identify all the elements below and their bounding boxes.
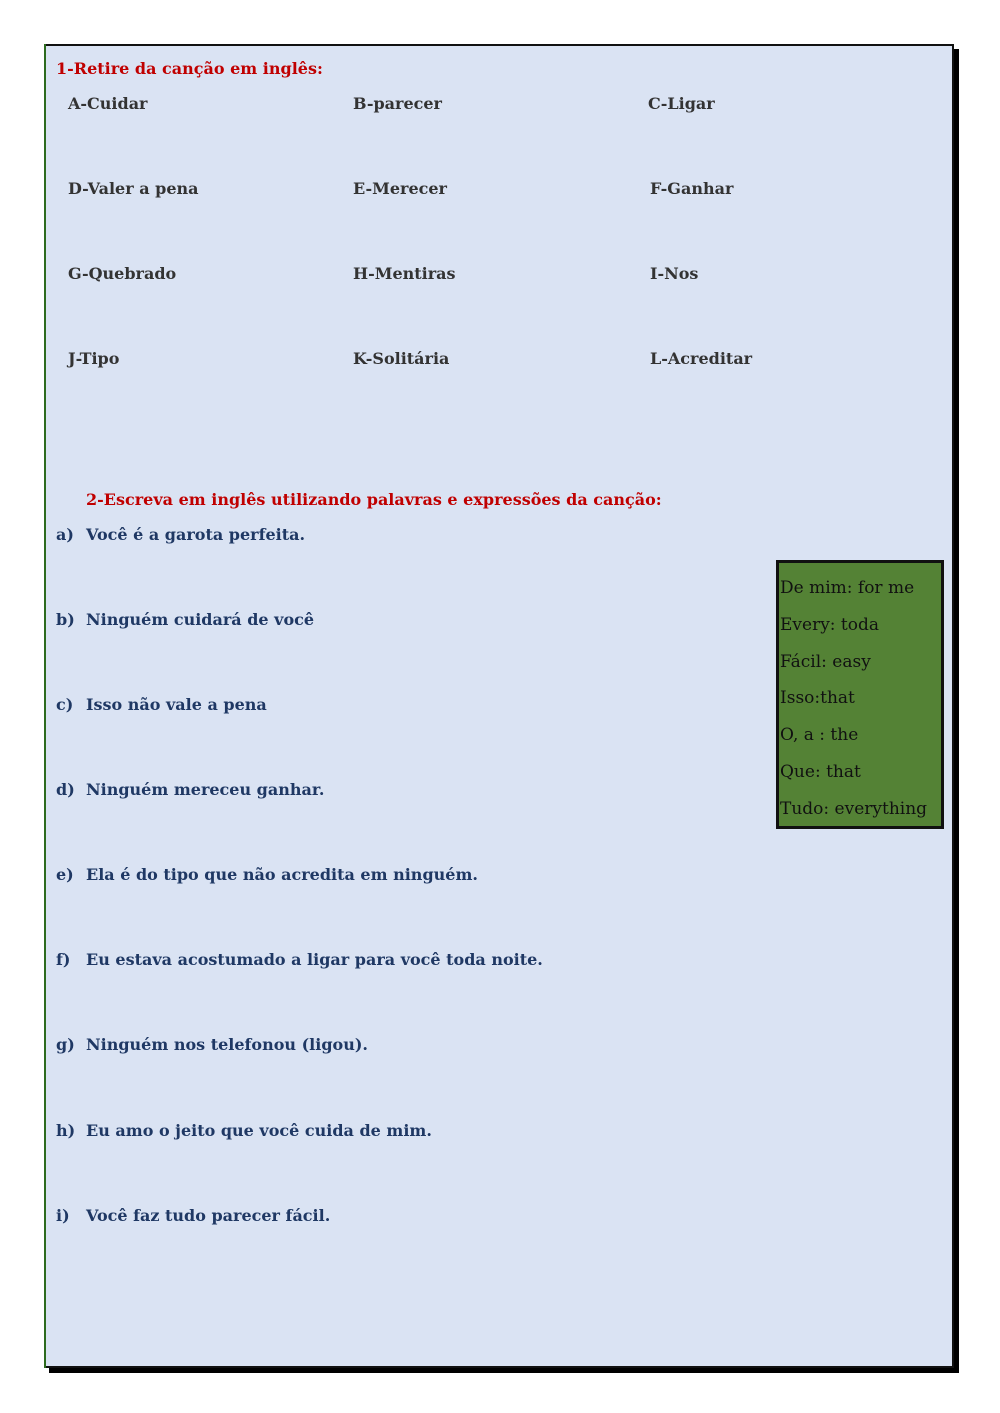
word-h: H-Mentiras (353, 264, 456, 283)
glossary-item: Tudo: everything (780, 798, 928, 819)
question-text: Ela é do tipo que não acredita em ninguém. (86, 865, 478, 884)
question-g (56, 1035, 368, 1054)
question-text: Isso não vale a pena (86, 695, 267, 714)
glossary-item: Que: that (780, 761, 861, 782)
glossary-item: O, a : the (780, 725, 859, 746)
section2-title: 2-Escreva em inglês utilizando palavras e expressões da canção: (86, 490, 662, 509)
question-text: Ninguém mereceu ganhar. (86, 780, 325, 799)
question-text: Eu estava acostumado a ligar para você toda noite. (86, 950, 543, 969)
word-f: F-Ganhar (650, 179, 734, 198)
word-e: E-Merecer (353, 179, 447, 198)
question-i (56, 1206, 330, 1225)
question-letter: b) (56, 610, 75, 629)
section1-title: 1-Retire da canção em inglês: (56, 59, 323, 78)
word-k: K-Solitária (353, 349, 450, 368)
question-text: Ninguém cuidará de você (86, 610, 315, 629)
word-g: G-Quebrado (68, 264, 177, 283)
question-letter: i) (56, 1206, 70, 1225)
glossary-item: Fácil: easy (780, 651, 871, 672)
question-letter: c) (56, 695, 74, 714)
question-e (56, 865, 478, 884)
question-letter: d) (56, 780, 75, 799)
word-b: B-parecer (353, 94, 442, 113)
word-i: I-Nos (650, 264, 699, 283)
question-letter: h) (56, 1121, 76, 1140)
question-letter: a) (56, 525, 74, 544)
word-c: C-Ligar (648, 94, 715, 113)
word-j: J-Tipo (68, 349, 120, 368)
glossary-box (776, 560, 944, 829)
sheet-left-edge (44, 44, 46, 1368)
question-a (56, 525, 305, 544)
question-h (56, 1121, 432, 1140)
word-l: L-Acreditar (650, 349, 753, 368)
glossary-item: Isso:that (780, 688, 855, 709)
question-text: Eu amo o jeito que você cuida de mim. (86, 1121, 432, 1140)
question-letter: g) (56, 1035, 75, 1054)
question-letter: f) (56, 950, 71, 969)
glossary-item: De mim: for me (780, 578, 915, 598)
question-f (56, 950, 543, 969)
question-text: Você faz tudo parecer fácil. (86, 1206, 331, 1225)
question-letter: e) (56, 865, 74, 884)
glossary-item: Every: toda (780, 614, 880, 635)
question-c (56, 695, 267, 714)
word-a: A-Cuidar (68, 94, 148, 113)
question-text: Ninguém nos telefonou (ligou). (86, 1035, 368, 1054)
word-d: D-Valer a pena (68, 179, 199, 198)
question-text: Você é a garota perfeita. (86, 525, 306, 544)
question-b (56, 610, 314, 629)
question-d (56, 780, 324, 799)
